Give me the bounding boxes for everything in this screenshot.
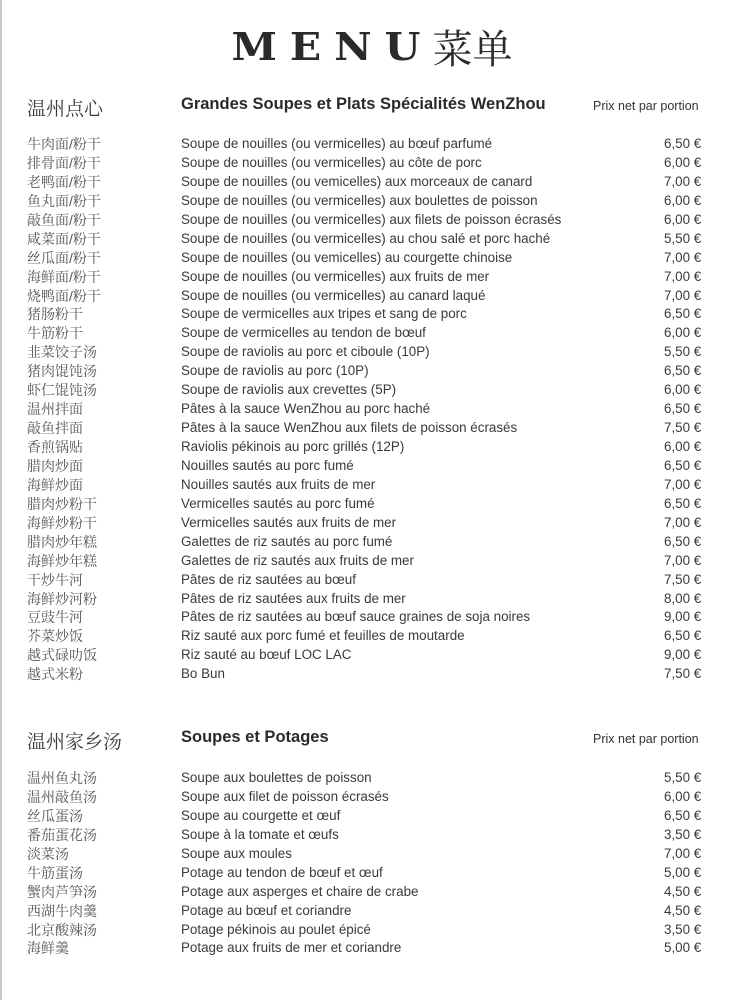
menu-item-row — [0, 590, 752, 609]
menu-item-row — [0, 864, 752, 883]
section-title-chinese: 温州家乡汤 — [27, 732, 123, 753]
menu-item-french-description: Vermicelles sautés aux fruits de mer — [181, 514, 397, 530]
menu-item-price: 6,50 € — [664, 457, 702, 473]
menu-item-price: 7,00 € — [664, 173, 702, 189]
menu-item-french-description: Pâtes à la sauce WenZhou aux filets de poisson écrasés — [181, 420, 518, 436]
menu-item-french-description: Potage aux asperges et chaire de crabe — [181, 883, 419, 899]
section-title-french: Grandes Soupes et Plats Spécialités WenZhou — [181, 95, 546, 113]
menu-item-row — [0, 230, 752, 249]
menu-item-french-description: Bo Bun — [181, 666, 225, 682]
menu-item-chinese-name: 排骨面/粉干 — [27, 154, 101, 171]
menu-item-price: 6,00 € — [664, 154, 702, 170]
menu-item-row — [0, 552, 752, 571]
menu-item-price: 3,50 € — [664, 826, 702, 842]
menu-item-row — [0, 921, 752, 940]
menu-item-french-description: Soupe de nouilles (ou vermicelles) au canard laqué — [181, 287, 486, 303]
menu-item-french-description: Soupe de nouilles (ou vermicelles) aux filets de poisson écrasés — [181, 211, 562, 227]
menu-item-row — [0, 249, 752, 268]
menu-item-chinese-name: 敲鱼面/粉干 — [27, 211, 101, 228]
menu-item-price: 7,50 € — [664, 666, 702, 682]
menu-item-chinese-name: 香煎锅贴 — [27, 439, 83, 455]
menu-item-price: 3,50 € — [664, 921, 702, 937]
menu-item-chinese-name: 干炒牛河 — [27, 571, 83, 588]
menu-item-row — [0, 135, 752, 154]
menu-item-french-description: Soupe de nouilles (ou vermicelles) au côte de porc — [181, 154, 482, 170]
menu-item-price: 8,00 € — [664, 590, 702, 606]
menu-item-french-description: Pâtes à la sauce WenZhou au porc haché — [181, 401, 431, 417]
menu-item-french-description: Galettes de riz sautés aux fruits de mer — [181, 552, 414, 568]
menu-item-chinese-name: 虾仁馄饨汤 — [27, 382, 97, 399]
menu-item-price: 4,50 € — [664, 902, 702, 918]
menu-item-row — [0, 154, 752, 173]
menu-item-french-description: Raviolis pékinois au porc grillés (12P) — [181, 439, 405, 454]
menu-item-price: 6,50 € — [664, 306, 702, 322]
section-soups-potages — [0, 727, 752, 958]
menu-item-french-description: Riz sauté aux porc fumé et feuilles de moutarde — [181, 628, 465, 644]
menu-item-french-description: Potage aux fruits de mer et coriandre — [181, 940, 402, 956]
menu-item-french-description: Nouilles sautés au porc fumé — [181, 457, 354, 473]
menu-item-price: 7,00 € — [664, 552, 702, 568]
menu-item-french-description: Soupe de nouilles (ou vermicelles) au bœuf parfumé — [181, 136, 493, 151]
section-title-french: Soupes et Potages — [181, 728, 329, 746]
menu-item-row — [0, 826, 752, 845]
menu-item-row — [0, 939, 752, 958]
menu-item-row — [0, 571, 752, 590]
menu-item-chinese-name: 淡菜汤 — [27, 845, 69, 862]
menu-item-row — [0, 211, 752, 230]
menu-item-chinese-name: 北京酸辣汤 — [27, 921, 97, 938]
menu-items-list — [0, 769, 752, 958]
section-title-chinese: 温州点心 — [27, 99, 104, 120]
menu-item-chinese-name: 丝瓜蛋汤 — [27, 807, 83, 824]
menu-item-chinese-name: 海鲜羹 — [27, 940, 69, 957]
price-column-header: Prix net par portion — [593, 732, 699, 746]
menu-item-french-description: Soupe de vermicelles aux tripes et sang de porc — [181, 306, 467, 322]
menu-item-row — [0, 627, 752, 646]
menu-item-price: 6,00 € — [664, 788, 702, 804]
menu-item-french-description: Nouilles sautés aux fruits de mer — [181, 476, 376, 492]
menu-item-row — [0, 665, 752, 684]
menu-item-row — [0, 769, 752, 788]
menu-item-price: 9,00 € — [664, 647, 702, 663]
menu-item-row — [0, 514, 752, 533]
menu-item-price: 5,50 € — [664, 770, 702, 785]
menu-item-chinese-name: 海鲜炒年糕 — [27, 552, 97, 569]
menu-item-french-description: Soupe aux filet de poisson écrasés — [181, 788, 389, 804]
menu-item-french-description: Soupe de nouilles (ou vermicelles) au chou salé et porc haché — [181, 230, 551, 246]
menu-item-french-description: Soupe aux moules — [181, 845, 292, 861]
menu-item-price: 7,50 € — [664, 420, 702, 436]
menu-item-chinese-name: 海鲜炒粉干 — [27, 514, 97, 531]
menu-item-price: 7,00 € — [664, 287, 702, 303]
menu-item-price: 7,00 € — [664, 249, 702, 265]
menu-item-french-description: Pâtes de riz sautées au bœuf sauce graines de soja noires — [181, 609, 531, 625]
menu-title — [0, 18, 752, 73]
menu-item-french-description: Soupe au courgette et œuf — [181, 807, 341, 823]
menu-item-row — [0, 533, 752, 552]
section-header — [0, 727, 752, 757]
menu-item-row — [0, 287, 752, 306]
menu-item-chinese-name: 丝瓜面/粉干 — [27, 249, 101, 266]
menu-item-price: 9,00 € — [664, 609, 702, 625]
menu-item-chinese-name: 温州鱼丸汤 — [27, 770, 97, 786]
menu-item-price: 6,50 € — [664, 495, 702, 511]
menu-item-chinese-name: 鱼丸面/粉干 — [27, 192, 101, 209]
menu-item-french-description: Soupe de nouilles (ou vermicelles) aux fruits de mer — [181, 268, 490, 284]
menu-item-french-description: Soupe de nouilles (ou vemicelles) aux morceaux de canard — [181, 173, 533, 189]
menu-item-row — [0, 883, 752, 902]
menu-item-row — [0, 788, 752, 807]
menu-item-french-description: Soupe aux boulettes de poisson — [181, 770, 372, 785]
menu-item-price: 5,50 € — [664, 230, 702, 246]
menu-item-chinese-name: 豆豉牛河 — [27, 609, 83, 626]
menu-item-chinese-name: 敲鱼拌面 — [27, 420, 83, 437]
menu-item-price: 6,00 € — [664, 211, 702, 227]
menu-item-price: 6,50 € — [664, 533, 702, 549]
menu-item-price: 7,00 € — [664, 514, 702, 530]
menu-item-price: 5,00 € — [664, 864, 702, 880]
menu-item-row — [0, 646, 752, 665]
menu-item-chinese-name: 海鲜面/粉干 — [27, 268, 101, 285]
menu-item-price: 4,50 € — [664, 883, 702, 899]
menu-item-french-description: Soupe à la tomate et œufs — [181, 826, 339, 842]
menu-item-row — [0, 608, 752, 627]
menu-item-price: 6,50 € — [664, 401, 702, 417]
menu-item-french-description: Soupe de nouilles (ou vermicelles) aux boulettes de poisson — [181, 192, 538, 208]
menu-item-row — [0, 807, 752, 826]
menu-item-row — [0, 324, 752, 343]
menu-item-chinese-name: 老鸭面/粉干 — [27, 173, 101, 190]
menu-item-row — [0, 902, 752, 921]
menu-item-price: 6,00 € — [664, 439, 702, 454]
menu-item-chinese-name: 咸菜面/粉干 — [27, 230, 101, 247]
menu-item-price: 6,50 € — [664, 363, 702, 379]
menu-item-chinese-name: 猪肉馄饨汤 — [27, 363, 97, 380]
menu-item-french-description: Potage pékinois au poulet épicé — [181, 921, 371, 937]
menu-item-price: 6,00 € — [664, 382, 702, 398]
menu-item-french-description: Pâtes de riz sautées aux fruits de mer — [181, 590, 406, 606]
menu-item-row — [0, 268, 752, 287]
menu-item-french-description: Vermicelles sautés au porc fumé — [181, 495, 375, 511]
menu-item-price: 6,50 € — [664, 628, 702, 644]
menu-item-row — [0, 457, 752, 476]
menu-title-chinese: 菜单 — [432, 27, 513, 73]
menu-item-chinese-name: 越式米粉 — [27, 666, 83, 683]
menu-item-chinese-name: 温州敲鱼汤 — [27, 788, 97, 805]
menu-item-chinese-name: 番茄蛋花汤 — [27, 826, 97, 843]
menu-item-chinese-name: 海鲜炒河粉 — [27, 590, 97, 607]
menu-item-french-description: Pâtes de riz sautées au bœuf — [181, 571, 356, 587]
menu-item-row — [0, 173, 752, 192]
menu-items-list — [0, 135, 752, 684]
menu-item-row — [0, 381, 752, 400]
menu-item-price: 6,50 € — [664, 136, 702, 151]
menu-item-price: 6,00 € — [664, 192, 702, 208]
menu-item-chinese-name: 温州拌面 — [27, 401, 83, 418]
section-header — [0, 94, 752, 124]
menu-item-french-description: Soupe de vermicelles au tendon de bœuf — [181, 325, 426, 341]
menu-item-french-description: Galettes de riz sautés au porc fumé — [181, 533, 393, 549]
menu-item-row — [0, 305, 752, 324]
menu-item-french-description: Soupe de raviolis aux crevettes (5P) — [181, 382, 397, 398]
menu-item-price: 5,00 € — [664, 940, 702, 956]
menu-item-chinese-name: 腊肉炒面 — [27, 457, 83, 474]
menu-item-price: 5,50 € — [664, 344, 702, 360]
menu-item-price: 7,00 € — [664, 476, 702, 492]
menu-item-row — [0, 419, 752, 438]
menu-item-french-description: Potage au tendon de bœuf et œuf — [181, 864, 383, 880]
menu-item-price: 7,00 € — [664, 845, 702, 861]
price-column-header: Prix net par portion — [593, 99, 699, 113]
menu-item-chinese-name: 烧鸭面/粉干 — [27, 287, 101, 304]
menu-item-price: 7,50 € — [664, 571, 702, 587]
menu-item-chinese-name: 蟹肉芦笋汤 — [27, 883, 97, 900]
menu-item-chinese-name: 牛筋蛋汤 — [27, 864, 83, 881]
menu-item-row — [0, 476, 752, 495]
menu-item-row — [0, 343, 752, 362]
menu-item-chinese-name: 越式碌叻饭 — [27, 647, 97, 664]
menu-item-french-description: Potage au bœuf et coriandre — [181, 902, 352, 918]
menu-item-french-description: Soupe de raviolis au porc et ciboule (10P) — [181, 344, 430, 360]
section-wenzhou-specialties — [0, 94, 752, 684]
menu-title-latin: MENU — [231, 24, 434, 69]
menu-item-row — [0, 495, 752, 514]
menu-item-chinese-name: 海鲜炒面 — [27, 476, 83, 493]
menu-item-chinese-name: 猪肠粉干 — [27, 306, 83, 323]
menu-item-row — [0, 362, 752, 381]
menu-item-price: 6,50 € — [664, 807, 702, 823]
menu-item-chinese-name: 牛肉面/粉干 — [27, 136, 101, 152]
menu-item-row — [0, 192, 752, 211]
menu-item-chinese-name: 牛筋粉干 — [27, 325, 83, 342]
menu-item-chinese-name: 腊肉炒粉干 — [27, 495, 97, 512]
menu-item-french-description: Riz sauté au bœuf LOC LAC — [181, 647, 352, 663]
menu-item-price: 6,00 € — [664, 325, 702, 341]
menu-item-row — [0, 400, 752, 419]
menu-item-french-description: Soupe de nouilles (ou vemicelles) au courgette chinoise — [181, 249, 513, 265]
menu-item-french-description: Soupe de raviolis au porc (10P) — [181, 363, 369, 379]
menu-item-chinese-name: 芥菜炒饭 — [27, 628, 83, 645]
menu-item-chinese-name: 韭菜饺子汤 — [27, 344, 97, 361]
menu-item-row — [0, 438, 752, 457]
menu-item-price: 7,00 € — [664, 268, 702, 284]
menu-item-chinese-name: 腊肉炒年糕 — [27, 533, 97, 550]
menu-item-row — [0, 845, 752, 864]
menu-item-chinese-name: 西湖牛肉羹 — [27, 902, 97, 919]
